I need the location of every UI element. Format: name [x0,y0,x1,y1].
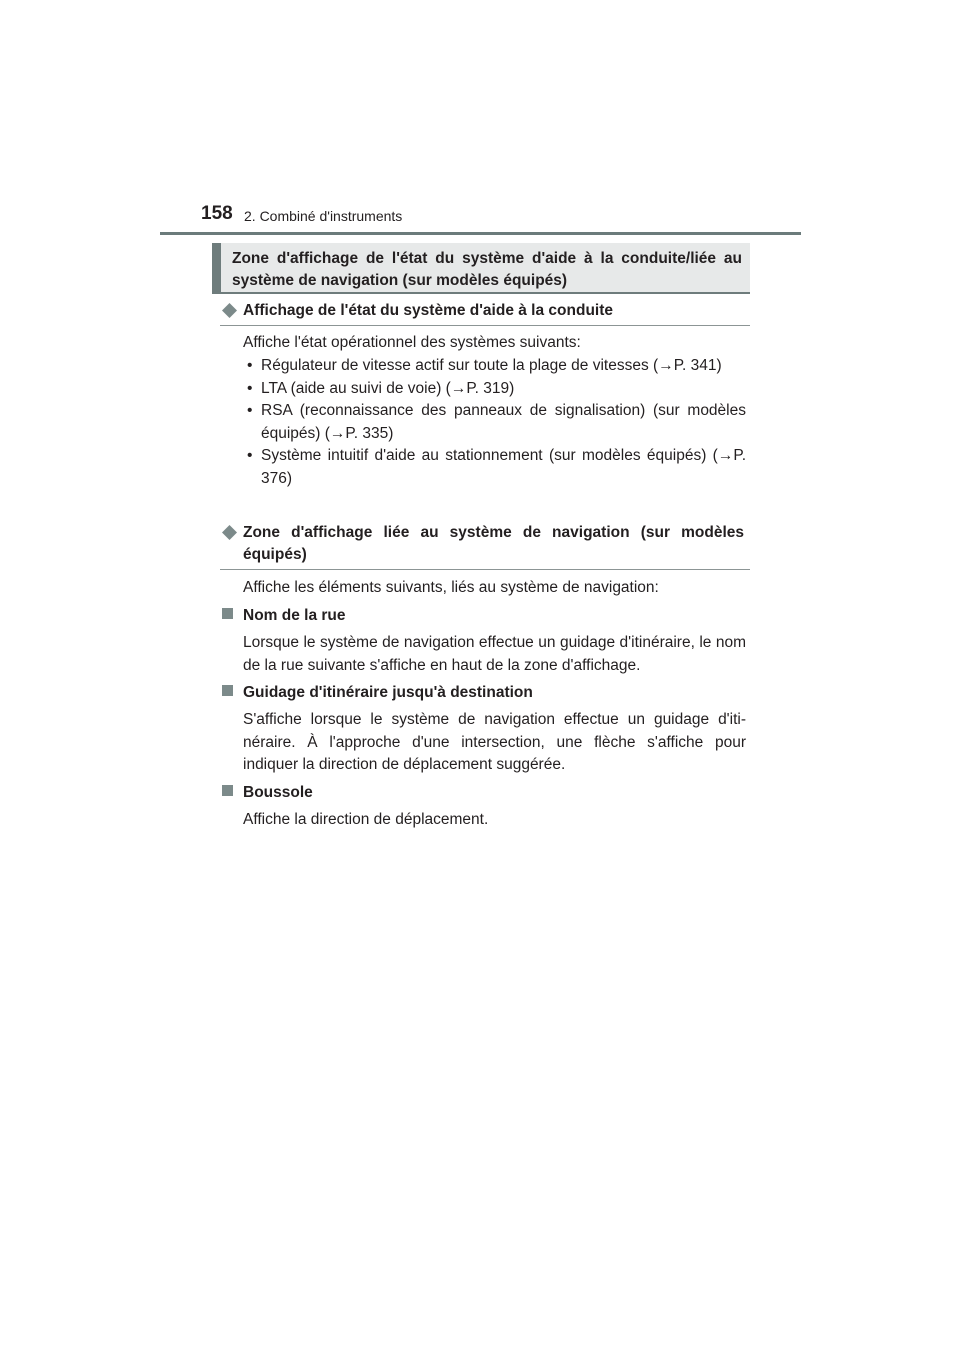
item-text: S'affiche lorsque le système de navigation effectue un guidage d'iti-néraire. À l'approche d'une intersection, une flèche s'affiche pour indiquer la direction de déplacement suggérée. [243,711,746,773]
bullet-dot: • [247,402,253,419]
square-bullet-icon [222,785,233,796]
section-title-box [212,243,750,294]
bullet-list [243,355,746,490]
subsection-heading [220,522,750,566]
list-item-text: RSA (reconnaissance des panneaux de signalisation) (sur modèles équipés) (→P. 335) [261,402,746,442]
subsection-heading-text: Zone d'affichage liée au système de navigation (sur modèles équipés) [243,524,744,563]
chapter-title: 2. Combiné d'instruments [244,208,403,224]
subsection-heading-text: Affichage de l'état du système d'aide à la conduite [243,302,613,319]
list-item-text: Système intuitif d'aide au stationnement (sur modèles équipés) (→P. 376) [261,447,746,487]
list-item [243,355,746,378]
section-title: Zone d'affichage de l'état du système d'aide à la conduite/liée au système de navigation (sur modèles équipés) [232,250,742,289]
bullet-dot: • [247,379,253,397]
list-item [243,445,746,490]
subsection-intro: Affiche l'état opérationnel des systèmes suivants: [243,334,581,351]
bullet-dot: • [247,447,253,464]
item-text: Affiche la direction de déplacement. [243,811,489,828]
item-heading-text: Guidage d'itinéraire jusqu'à destination [243,684,533,701]
item-heading-text: Nom de la rue [243,607,346,624]
list-item [243,378,746,401]
item-heading [222,782,313,804]
subsection-navigation-area [220,522,750,570]
diamond-icon [222,303,237,318]
diamond-icon [222,525,237,540]
list-item [243,400,746,445]
subsection-driving-assist-status [220,300,750,326]
square-bullet-icon [222,685,233,696]
list-item-text: Régulateur de vitesse actif sur toute la plage de vitesses (→P. 341) [261,357,722,374]
item-heading [222,682,533,704]
list-item-text: LTA (aide au suivi de voie) (→P. 319) [261,379,515,397]
subsection-intro: Affiche les éléments suivants, liés au système de navigation: [243,579,659,596]
subsection-heading [220,300,750,322]
item-heading-text: Boussole [243,784,313,801]
header-rule [160,232,801,235]
square-bullet-icon [222,608,233,619]
item-heading [222,605,346,627]
bullet-dot: • [247,357,253,374]
subsection-rule [220,325,750,326]
subsection-rule [220,569,750,570]
page-number: 158 [201,203,233,224]
item-text: Lorsque le système de navigation effectue un guidage d'itinéraire, le nom de la rue suivante s'affiche en haut de la zone d'affichage. [243,634,746,674]
